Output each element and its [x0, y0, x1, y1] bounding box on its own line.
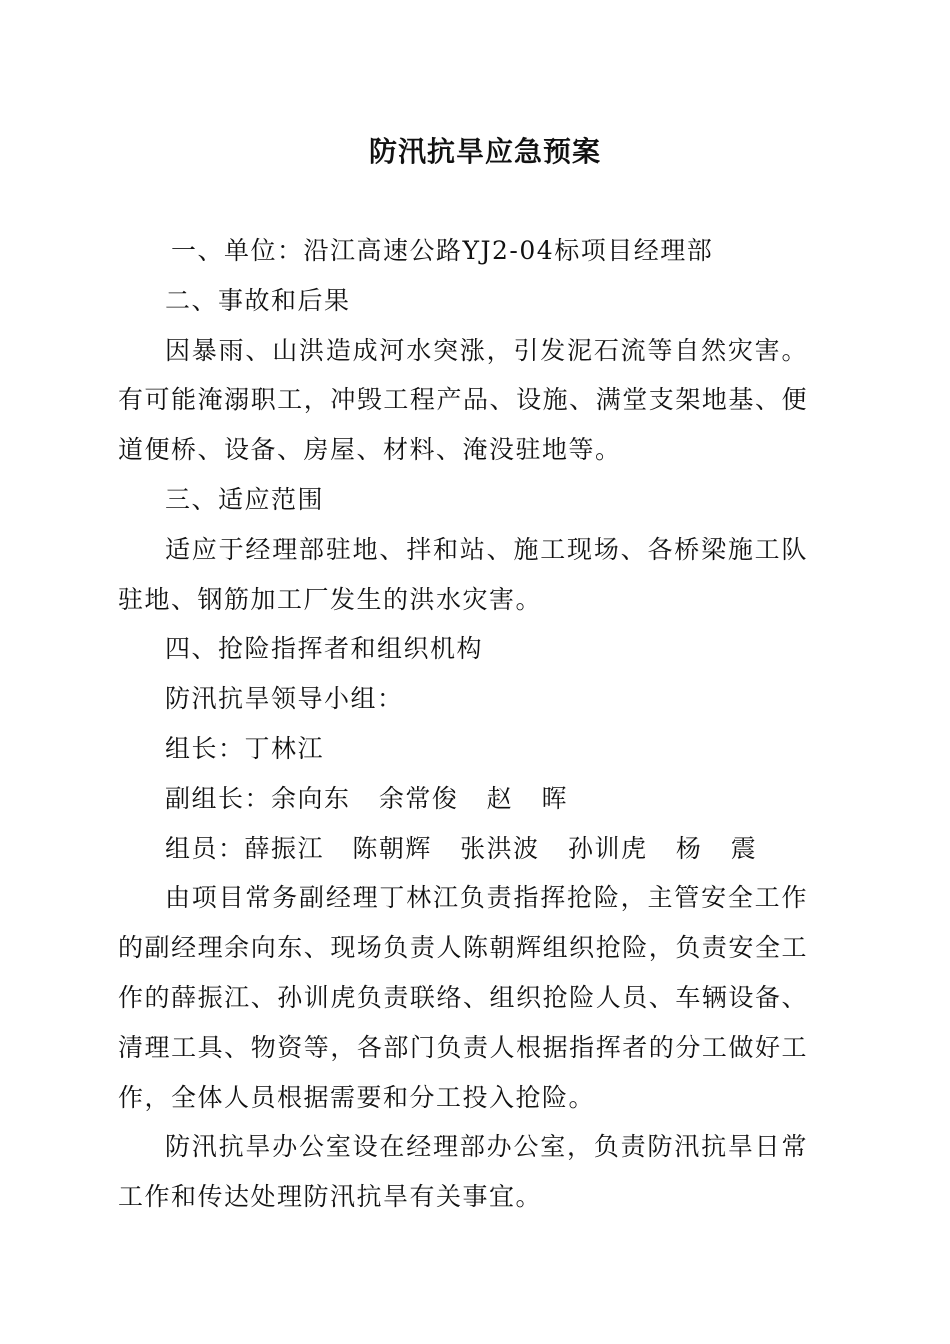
paragraph-accident-consequences: 因暴雨、山洪造成河水突涨，引发泥石流等自然灾害。有可能淹溺职工，冲毁工程产品、设施、满堂支架地基、便道便桥、设备、房屋、材料、淹没驻地等。 [118, 335, 808, 465]
paragraph-office: 防汛抗旱办公室设在经理部办公室，负责防汛抗旱日常工作和传达处理防汛抗旱有关事宜。 [118, 1132, 808, 1212]
paragraph-command-duties: 由项目常务副经理丁林江负责指挥抢险，主管安全工作的副经理余向东、现场负责人陈朝辉组织抢险，负责安全工作的薛振江、孙训虎负责联络、组织抢险人员、车辆设备、清理工具、物资等，各部门负责人根据指挥者的分工做好工作，全体人员根据需要和分工投入抢险。 [118, 883, 808, 1112]
members-line: 组员：薛振江 陈朝辉 张洪波 孙训虎 杨 震 [165, 833, 758, 863]
group-leader-line: 组长：丁林江 [165, 733, 325, 763]
deputy-leader-line: 副组长：余向东 余常俊 赵 晖 [165, 783, 569, 813]
section-heading-accident: 二、事故和后果 [165, 285, 351, 315]
document-body [118, 226, 808, 1222]
section-heading-organization: 四、抢险指挥者和组织机构 [165, 634, 484, 664]
paragraph-scope: 适应于经理部驻地、拌和站、施工现场、各桥梁施工队驻地、钢筋加工厂发生的洪水灾害。 [118, 534, 808, 614]
section-unit: 一、单位：沿江高速公路YJ2-04标项目经理部 [171, 236, 714, 265]
document-title: 防汛抗旱应急预案 [368, 135, 601, 168]
leadership-group-label: 防汛抗旱领导小组： [165, 684, 404, 714]
section-heading-scope: 三、适应范围 [165, 484, 325, 514]
